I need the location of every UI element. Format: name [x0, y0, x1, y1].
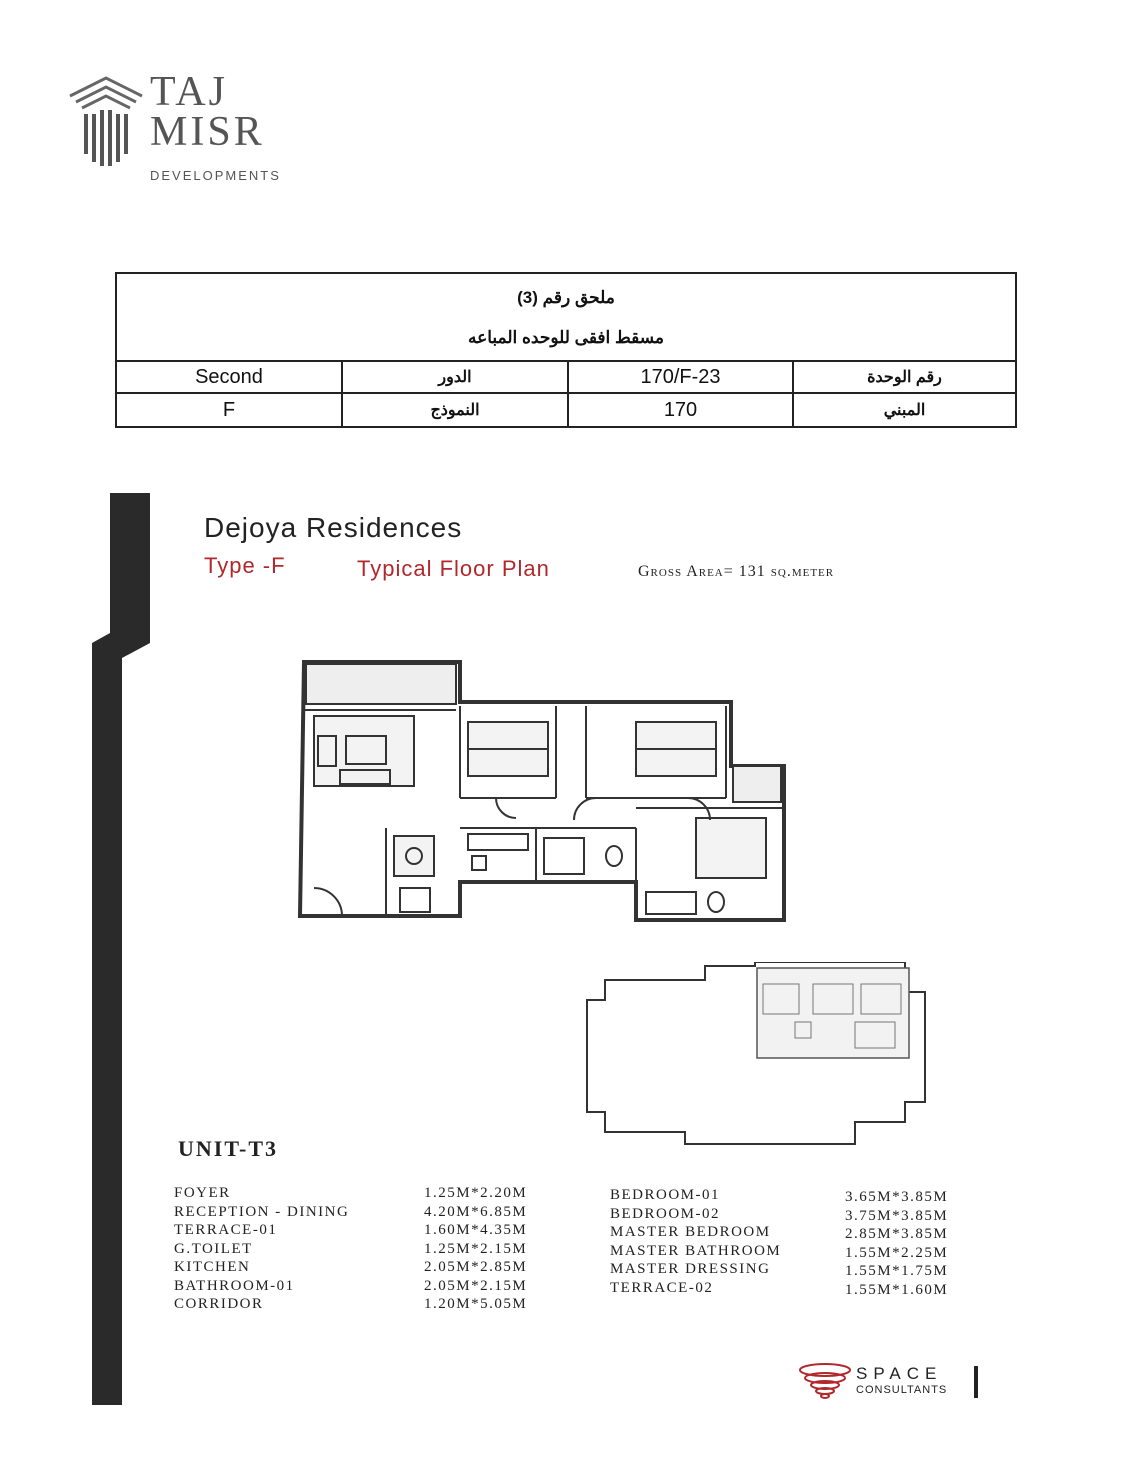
- taj-misr-logo: [68, 70, 308, 190]
- floor-value: Second: [117, 362, 343, 394]
- room-name: BATHROOM-01: [174, 1277, 295, 1294]
- room-size: 1.25M*2.20M: [424, 1185, 528, 1201]
- annex-subtitle: مسقط افقى للوحده المباعه: [467, 328, 665, 347]
- logo-line-2: MISR: [150, 109, 265, 155]
- room-size: 1.55M*1.60M: [845, 1281, 949, 1298]
- room-size: 2.05M*2.15M: [424, 1277, 528, 1294]
- floor-label: الدور: [343, 362, 569, 394]
- annex-title: ملحق رقم (3): [517, 288, 615, 307]
- model-value: F: [117, 394, 343, 426]
- room-name: MASTER BATHROOM: [610, 1242, 782, 1259]
- unit-number-value: 170/F-23: [569, 362, 794, 394]
- unit-code: UNIT-T3: [178, 1136, 278, 1161]
- model-label: النموذج: [343, 394, 569, 426]
- room-name: MASTER DRESSING: [610, 1261, 771, 1277]
- room-size: 1.20M*5.05M: [424, 1296, 528, 1312]
- room-name: FOYER: [174, 1185, 231, 1201]
- room-name: TERRACE-02: [610, 1279, 714, 1296]
- logo-subtitle: DEVELOPMENTS: [150, 168, 281, 183]
- room-size: 2.05M*2.85M: [424, 1259, 528, 1275]
- logo-line-1: TAJ: [150, 69, 228, 115]
- room-sizes-right: [845, 1188, 948, 1299]
- room-sizes-left: [424, 1184, 527, 1314]
- logo-bar: [974, 1366, 978, 1398]
- spiral-icon: [798, 1362, 852, 1402]
- decorative-side-stripe: [92, 493, 152, 1405]
- building-label: المبني: [883, 402, 926, 419]
- room-name: MASTER BEDROOM: [610, 1224, 771, 1240]
- unit-number-label: رقم الوحدة: [794, 362, 1015, 394]
- room-size: 4.20M*6.85M: [424, 1203, 528, 1220]
- room-name: G.TOILET: [174, 1240, 253, 1257]
- room-names-right: [610, 1186, 781, 1297]
- room-size: 1.55M*2.25M: [845, 1244, 949, 1261]
- building-columns-icon: [68, 70, 144, 170]
- room-name: TERRACE-01: [174, 1222, 278, 1238]
- logo-wordmark: [150, 69, 265, 155]
- unit-type: Type -F: [204, 553, 286, 578]
- space-consultants-logo: [798, 1362, 998, 1402]
- room-size: 1.55M*1.75M: [845, 1263, 949, 1279]
- room-name: CORRIDOR: [174, 1296, 264, 1312]
- room-name: RECEPTION - DINING: [174, 1203, 350, 1220]
- room-size: 3.65M*3.85M: [845, 1189, 949, 1205]
- room-name: BEDROOM-02: [610, 1205, 721, 1222]
- room-names-left: [174, 1184, 349, 1314]
- room-size: 1.60M*4.35M: [424, 1222, 528, 1238]
- building-value: 170: [569, 394, 794, 426]
- annex-grid: [117, 362, 1015, 426]
- room-name: KITCHEN: [174, 1259, 251, 1275]
- annex-table: [115, 272, 1017, 428]
- gross-area: Gross Area= 131 sq.meter: [638, 563, 835, 580]
- project-title: Dejoya Residences: [204, 512, 463, 543]
- room-size: 1.25M*2.15M: [424, 1240, 528, 1257]
- room-size: 3.75M*3.85M: [845, 1207, 949, 1224]
- floor-plan-drawing: [296, 658, 788, 922]
- plan-label: Typical Floor Plan: [357, 556, 550, 581]
- consultants-label: CONSULTANTS: [856, 1384, 948, 1396]
- room-name: BEDROOM-01: [610, 1187, 721, 1203]
- annex-header: [117, 274, 1015, 362]
- building-key-plan: [585, 962, 935, 1148]
- room-size: 2.85M*3.85M: [845, 1226, 949, 1242]
- space-wordmark: SPACE: [856, 1364, 943, 1383]
